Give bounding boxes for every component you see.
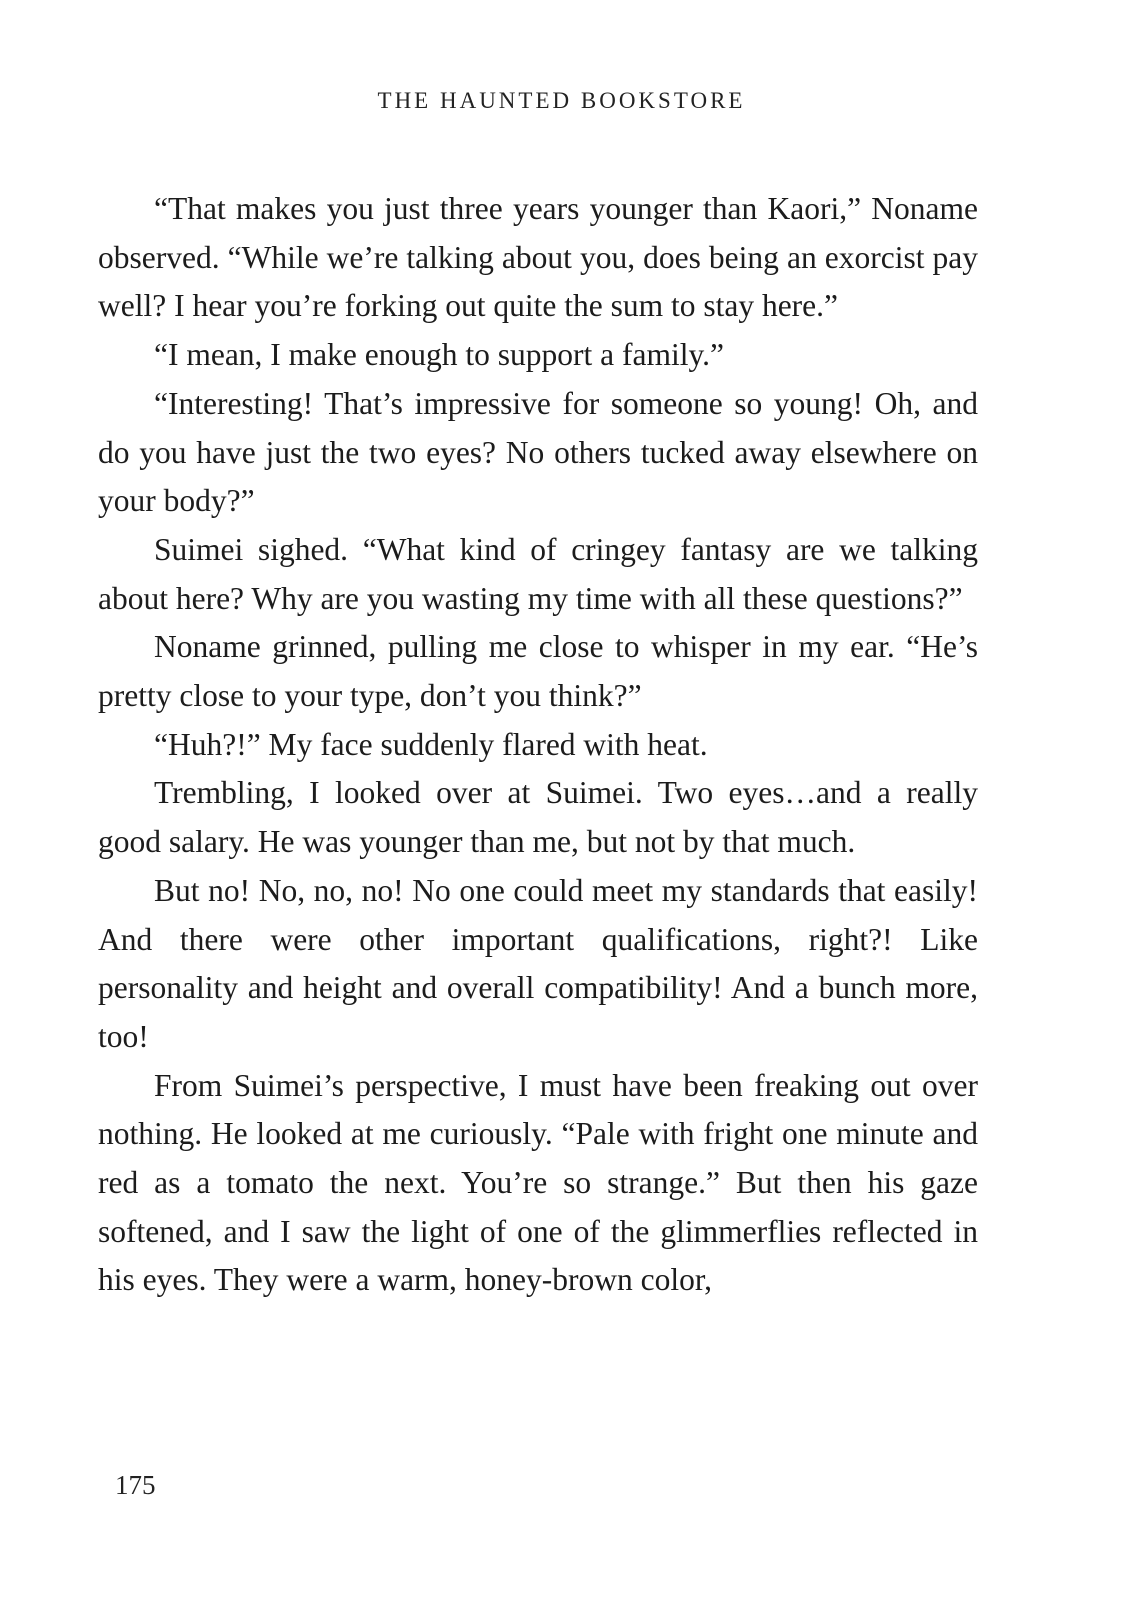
- paragraph: From Suimei’s perspective, I must have been freaking out over nothing. He looked at me curiously. “Pale with fright one minute and red as a tomato the next. You’re so strange.” But then his gaze softened, and I saw the light of one of the glimmerflies reflected in his eyes. They were a warm, honey-brown color,: [98, 1067, 978, 1298]
- paragraph: “That makes you just three years younger than Kaori,” Noname observed. “While we’re talking about you, does being an exorcist pay well? I hear you’re forking out quite the sum to stay here.”: [98, 191, 978, 324]
- paragraph: “I mean, I make enough to support a family.”: [154, 337, 725, 373]
- body-text: [98, 185, 978, 1305]
- paragraph: Trembling, I looked over at Suimei. Two eyes…and a really good salary. He was younger than me, but not by that much.: [98, 775, 978, 860]
- paragraph: Suimei sighed. “What kind of cringey fantasy are we talking about here? Why are you wasting my time with all these questions?”: [98, 531, 978, 616]
- running-header: THE HAUNTED BOOKSTORE: [377, 88, 746, 113]
- paragraph: But no! No, no, no! No one could meet my standards that easily! And there were other important qualifications, right?! Like personality and height and overall compatibility! And a bunch more, too!: [98, 872, 978, 1054]
- paragraph: “Interesting! That’s impressive for someone so young! Oh, and do you have just the two eyes? No others tucked away elsewhere on your body?”: [98, 385, 978, 519]
- page-number: 175: [115, 1470, 156, 1500]
- paragraph: Noname grinned, pulling me close to whisper in my ear. “He’s pretty close to your type, don’t you think?”: [98, 629, 978, 714]
- paragraph: “Huh?!” My face suddenly flared with heat.: [154, 726, 708, 762]
